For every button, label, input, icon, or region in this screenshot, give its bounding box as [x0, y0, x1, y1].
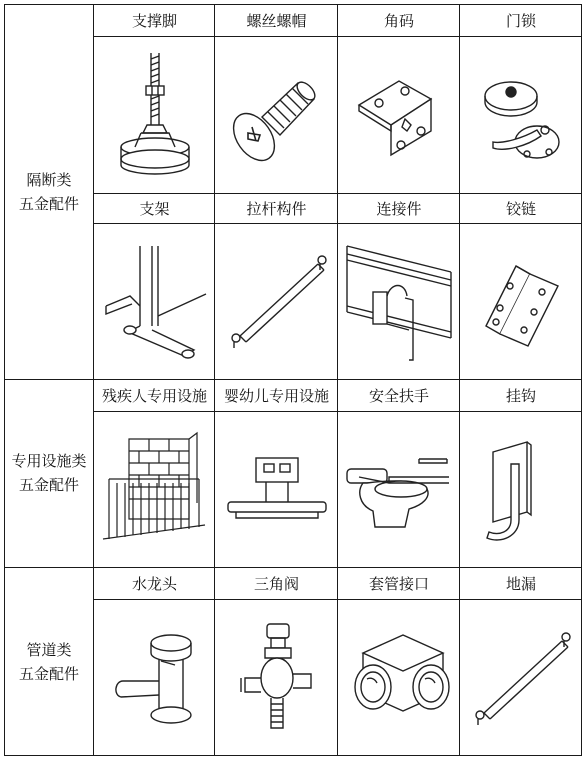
- category-special-facility-hardware: [4, 379, 94, 567]
- category-pipe-hardware: [4, 567, 94, 756]
- grab-bar-toilet-icon: [343, 439, 455, 539]
- item-label: 支撑脚: [131, 11, 177, 30]
- item-illustration: [94, 599, 215, 756]
- item-label: 连接件: [376, 199, 422, 218]
- item-illustration: [94, 223, 215, 379]
- grid-line-vertical: [214, 4, 215, 756]
- table-border-right: [581, 4, 582, 756]
- grid-line-horizontal: [93, 193, 582, 194]
- table-border-left: [4, 4, 5, 756]
- leveling-foot-icon: [105, 45, 205, 185]
- floor-drain-icon: [466, 623, 576, 733]
- item-label: 残疾人专用设施: [101, 386, 207, 405]
- door-lock-icon: [471, 60, 571, 170]
- category-label-line-1: 隔断类: [26, 170, 72, 189]
- item-label: 角码: [383, 11, 414, 30]
- item-label: 拉杆构件: [246, 199, 307, 218]
- item-illustration: [460, 223, 582, 379]
- baby-changing-station-icon: [222, 444, 332, 534]
- category-label-line-1: 专用设施类: [11, 452, 87, 470]
- item-illustration: [94, 36, 215, 193]
- grid-line-horizontal: [93, 223, 582, 224]
- item-label: 婴幼儿专用设施: [223, 386, 329, 405]
- faucet-icon: [105, 623, 205, 733]
- grid-line-horizontal: [93, 411, 582, 412]
- hook-icon: [481, 434, 561, 544]
- item-label: 支架: [139, 199, 170, 218]
- category-label-line-1: 管道类: [26, 640, 72, 659]
- item-label: 地漏: [505, 574, 536, 593]
- accessible-facility-icon: [99, 429, 211, 549]
- corner-bracket-icon: [349, 65, 449, 165]
- hinge-icon: [476, 246, 566, 356]
- item-label: 门锁: [505, 11, 536, 30]
- item-illustration: [460, 36, 582, 193]
- grid-line-vertical: [93, 4, 94, 756]
- item-label: 铰链: [505, 199, 536, 218]
- category-label-line-2: 五金配件: [18, 664, 79, 683]
- support-frame-icon: [100, 236, 210, 366]
- item-illustration: [215, 223, 338, 379]
- item-illustration: [338, 223, 460, 379]
- grid-line-horizontal: [93, 36, 582, 37]
- item-label: 挂钩: [505, 386, 536, 405]
- grid-line-horizontal: [4, 379, 582, 380]
- item-illustration: [94, 411, 215, 567]
- table-border-top: [4, 4, 582, 5]
- category-label-line-2: 五金配件: [18, 476, 79, 494]
- category-partition-hardware: [4, 4, 94, 379]
- item-label: 安全扶手: [368, 386, 429, 405]
- item-illustration: [338, 411, 460, 567]
- item-illustration: [215, 411, 338, 567]
- pipe-tee-icon: [343, 623, 455, 733]
- item-label: 套管接口: [368, 574, 429, 593]
- item-label: 水龙头: [131, 574, 177, 593]
- item-illustration: [338, 599, 460, 756]
- item-label: 三角阀: [253, 574, 299, 593]
- item-illustration: [460, 599, 582, 756]
- screw-icon: [222, 55, 332, 175]
- item-label: 螺丝螺帽: [246, 11, 307, 30]
- pull-rod-icon: [222, 246, 332, 356]
- item-illustration: [460, 411, 582, 567]
- item-illustration: [215, 599, 338, 756]
- grid-line-horizontal: [4, 567, 582, 568]
- category-label-line-2: 五金配件: [18, 194, 79, 213]
- grid-line-vertical: [337, 4, 338, 756]
- item-illustration: [215, 36, 338, 193]
- angle-valve-icon: [227, 618, 327, 738]
- grid-line-vertical: [459, 4, 460, 756]
- grid-line-horizontal: [93, 599, 582, 600]
- connector-icon: [343, 236, 455, 366]
- item-illustration: [338, 36, 460, 193]
- table-border-bottom: [4, 755, 582, 756]
